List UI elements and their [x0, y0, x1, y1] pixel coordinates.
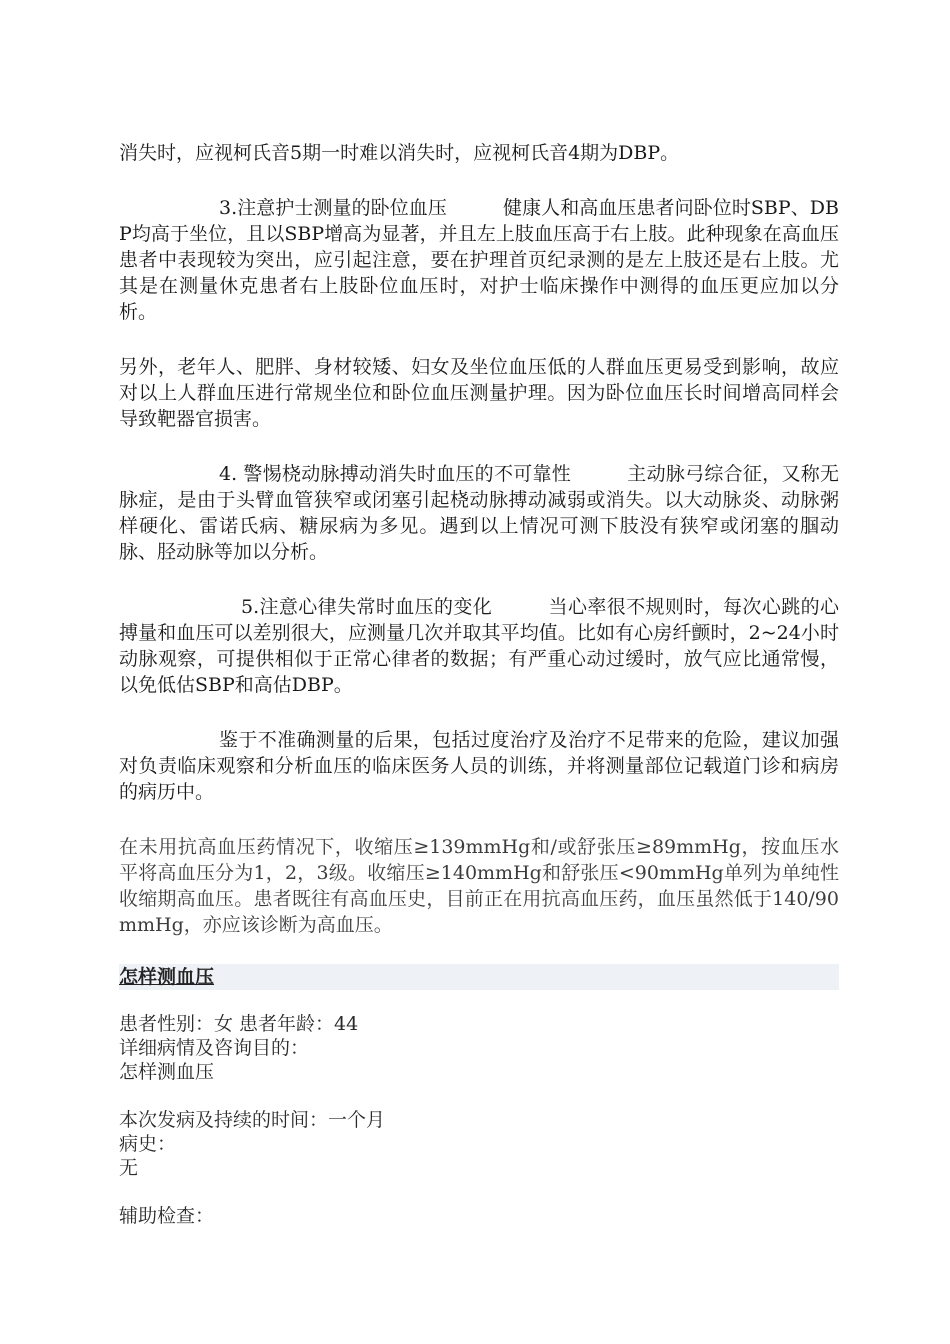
body-radial-pulse: 主动脉弓综合征，又称无脉症，是由于头臂血管狭窄或闭塞引起桡动脉搏动减弱或消失。以大动脉炎、动脉粥样硬化、雷诺氏病、糖尿病为多见。遇到以上情况可测下肢没有狭窄或闭塞的腘动脉、胫动脉等加以分析。: [119, 463, 839, 563]
patient-detail-label: 详细病情及咨询目的：: [119, 1037, 310, 1059]
document-page: [119, 140, 839, 1228]
spacer: [119, 1180, 839, 1204]
section-title-link[interactable]: 怎样测血压: [119, 966, 215, 988]
patient-onset: 本次发病及持续的时间：一个月: [119, 1109, 386, 1131]
heading-supine-bp: 3.注意护士测量的卧位血压: [219, 197, 447, 219]
patient-gender-age: 患者性别：女 患者年龄：44: [119, 1013, 359, 1035]
paragraph-elderly: 另外，老年人、肥胖、身材较矮、妇女及坐位血压低的人群血压更易受到影响，故应对以上人群血压进行常规坐位和卧位血压测量护理。因为卧位血压长时间增高同样会导致靶器官损害。: [119, 356, 839, 430]
paragraph-radial-pulse: [119, 461, 839, 565]
patient-history-value: 无: [119, 1157, 139, 1179]
spacer: [119, 1084, 839, 1108]
paragraph-korotkoff: 消失时，应视柯氏音5期一时难以消失时，应视柯氏音4期为DBP。: [119, 142, 680, 164]
patient-info: [119, 1012, 839, 1228]
paragraph-hypertension-definition: 在未用抗高血压药情况下，收缩压≥139mmHg和/或舒张压≥89mmHg，按血压水平将高血压分为1，2，3级。收缩压≥140mmHg和舒张压<90mmHg单列为单纯性收缩期高血压。患者既往有高血压史，目前正在用抗高血压药，血压虽然低于140/90mmHg，亦应该诊断为高血压。: [119, 836, 839, 936]
paragraph-supine-bp: [119, 195, 839, 325]
section-header: [119, 964, 839, 990]
heading-radial-pulse: 4. 警惕桡动脉搏动消失时血压的不可靠性: [219, 463, 572, 485]
body-arrhythmia: 当心率很不规则时，每次心跳的心搏量和血压可以差别很大，应测量几次并取其平均值。比如有心房纤颤时，2~24小时动脉观察，可提供相似于正常心律者的数据；有严重心动过缓时，放气应比通常慢，以免低估SBP和高估DBP。: [119, 596, 839, 696]
body-supine-bp: 健康人和高血压患者问卧位时SBP、DBP均高于坐位，且以SBP增高为显著，并且左上肢血压高于右上肢。此种现象在高血压患者中表现较为突出，应引起注意，要在护理首页纪录测的是左上肢还是右上肢。尤其是在测量休克患者右上肢卧位血压时，对护士临床操作中测得的血压更应加以分析。: [119, 197, 839, 323]
heading-arrhythmia: 5.注意心律失常时血压的变化: [241, 596, 493, 618]
paragraph-arrhythmia: [119, 594, 839, 698]
patient-history-label: 病史：: [119, 1133, 177, 1155]
patient-detail-value: 怎样测血压: [119, 1061, 215, 1083]
patient-aux-label: 辅助检查：: [119, 1205, 215, 1227]
paragraph-inaccurate-measurement: 鉴于不准确测量的后果，包括过度治疗及治疗不足带来的危险，建议加强对负责临床观察和分析血压的临床医务人员的训练，并将测量部位记载道门诊和病房的病历中。: [119, 729, 839, 803]
